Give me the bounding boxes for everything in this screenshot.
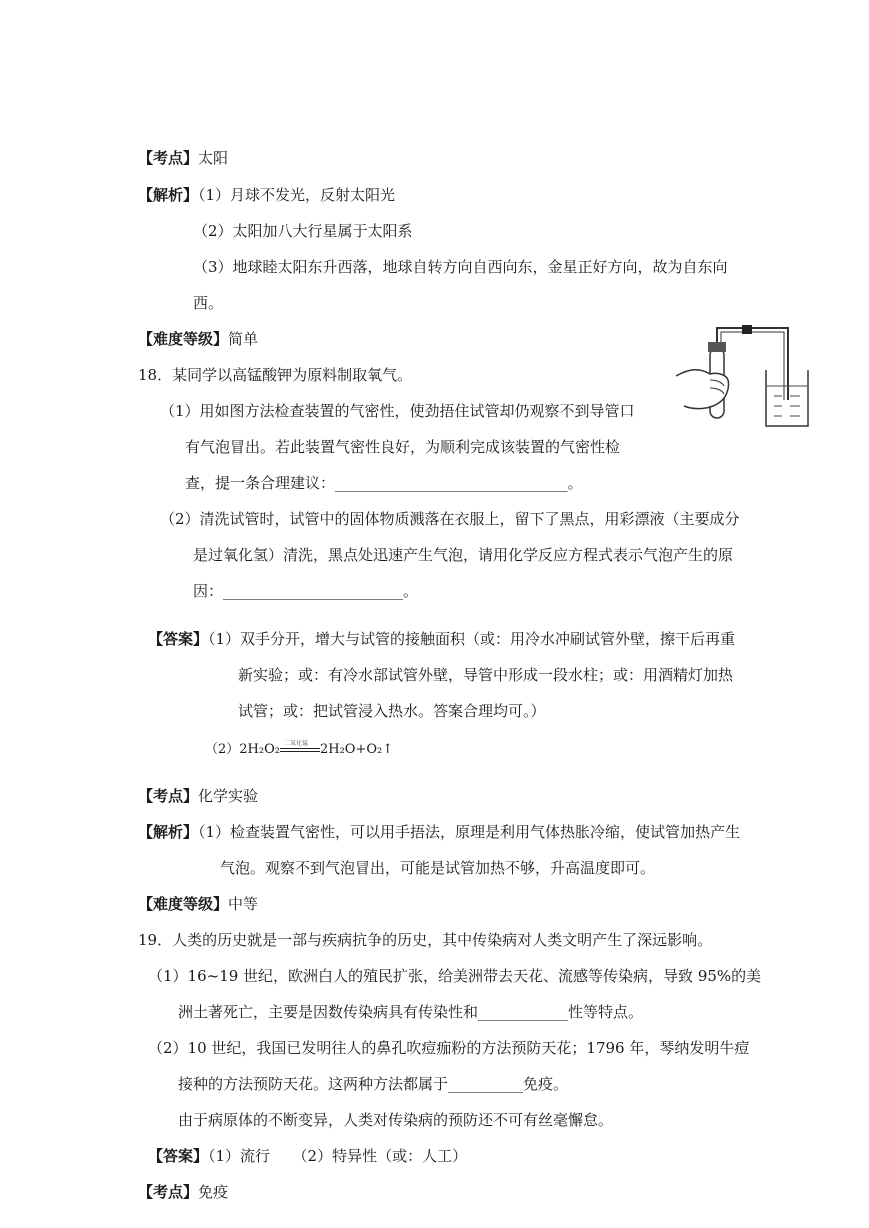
q19-stem: 19．人类的历史就是一部与疾病抗争的历史，其中传染病对人类文明产生了深远影响。 <box>138 931 713 949</box>
reaction-arrow: 二氧化锰 <box>280 744 320 756</box>
q18-p2-2: 是过氧化氢）清洗，黑点处迅速产生气泡，请用化学反应方程式表示气泡产生的原 <box>193 546 734 564</box>
q17-jiexi-1: 【解析】（1）月球不发光，反射太阳光 <box>138 186 396 204</box>
q18-p1-1: （1）用如图方法检查装置的气密性，使劲捂住试管却仍观察不到导管口 <box>160 402 635 420</box>
q18-jiexi-1: 【解析】（1）检查装置气密性，可以用手捂法，原理是利用气体热胀冷缩，使试管加热产生 <box>138 823 741 841</box>
q18-p2-3: 因：________________________。 <box>193 582 419 600</box>
q18-daan-2: 新实验；或：有冷水部试管外壁，导管中形成一段水柱；或：用酒精灯加热 <box>238 666 734 684</box>
q17-nandu: 【难度等级】简单 <box>138 330 259 348</box>
q17-jiexi-2: （2）太阳加八大行星属于太阳系 <box>193 222 413 240</box>
q19-p2-3: 由于病原体的不断变异，人类对传染病的预防还不可有丝毫懈怠。 <box>178 1111 614 1129</box>
q19-kaodian: 【考点】免疫 <box>138 1183 229 1201</box>
test-tube-apparatus-icon <box>670 318 820 438</box>
q19-p2-2: 接种的方法预防天花。这两种方法都属于__________免疫。 <box>178 1075 569 1093</box>
q18-equation: （2）2H₂O₂ 二氧化锰 2H₂O+O₂↑ <box>205 739 394 757</box>
q18-daan-3: 试管；或：把试管浸入热水。答案合理均可。） <box>238 702 546 720</box>
q18-p1-3: 查，提一条合理建议：_______________________________。 <box>185 474 583 492</box>
q19-p2-1: （2）10 世纪，我国已发明往人的鼻孔吹痘痂粉的方法预防天花；1796 年，琴纳发明牛痘 <box>148 1039 750 1057</box>
q18-stem: 18．某同学以高锰酸钾为原料制取氧气。 <box>138 366 413 384</box>
q17-jiexi-4: 西。 <box>193 294 224 312</box>
q19-daan: 【答案】（1）流行 （2）特异性（或：人工） <box>148 1147 468 1165</box>
q18-nandu: 【难度等级】中等 <box>138 895 259 913</box>
q18-p1-2: 有气泡冒出。若此装置气密性良好，为顺利完成该装置的气密性检 <box>185 438 621 456</box>
q18-jiexi-2: 气泡。观察不到气泡冒出，可能是试管加热不够，升高温度即可。 <box>220 859 656 877</box>
q18-daan-1: 【答案】（1）双手分开，增大与试管的接触面积（或：用冷水冲刷试管外壁，擦干后再重 <box>148 630 736 648</box>
q18-p2-1: （2）清洗试管时，试管中的固体物质溅落在衣服上，留下了黑点，用彩漂液（主要成分 <box>160 510 740 528</box>
q18-kaodian: 【考点】化学实验 <box>138 787 259 805</box>
q17-jiexi-3: （3）地球睦太阳东升西落，地球自转方向自西向东，金星正好方向，故为自东向 <box>193 258 728 276</box>
q19-p1-2: 洲土著死亡，主要是因数传染病具有传染性和____________性等特点。 <box>178 1003 644 1021</box>
q19-p1-1: （1）16~19 世纪，欧洲白人的殖民扩张，给美洲带去天花、流感等传染病，导致 95%的美 <box>148 967 762 985</box>
q17-kaodian: 【考点】太阳 <box>138 149 229 167</box>
